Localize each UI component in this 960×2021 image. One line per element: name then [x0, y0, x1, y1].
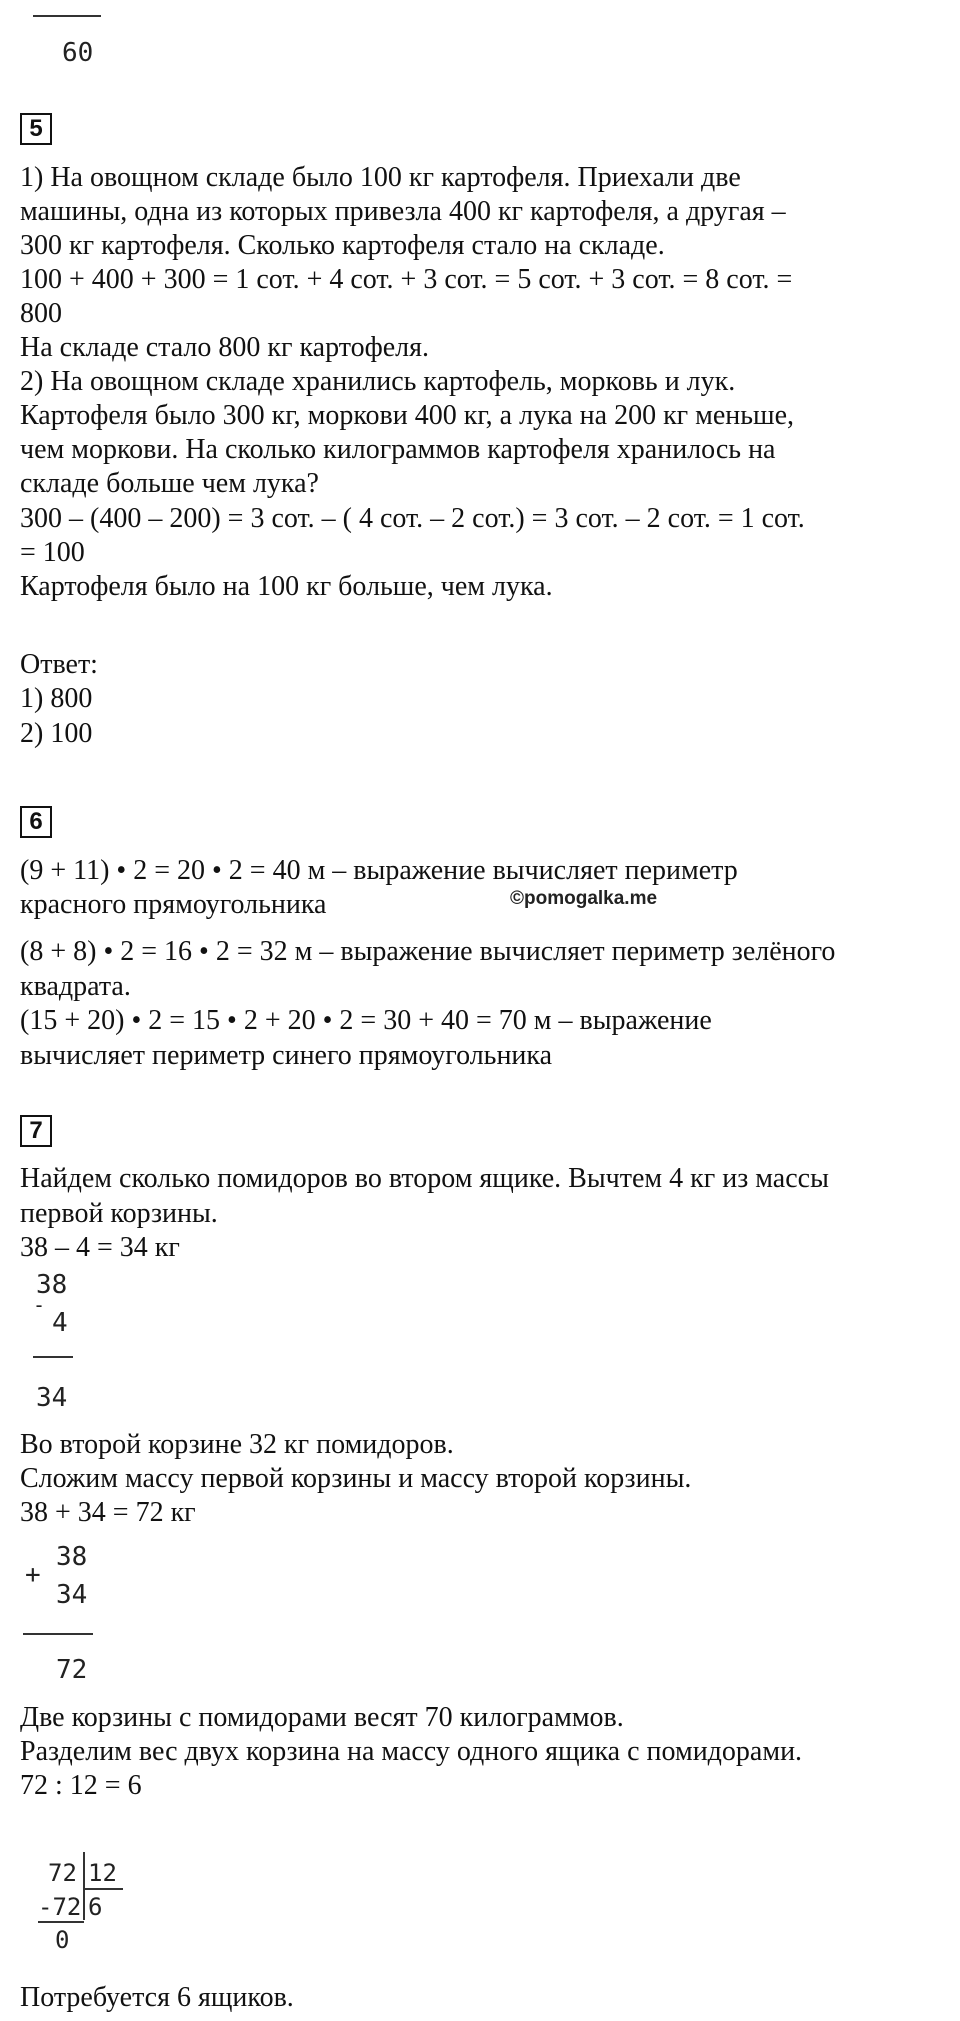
task7-line: 72 : 12 = 6 [20, 1770, 142, 1801]
task7-line: Найдем сколько помидоров во втором ящике. Вычтем 4 кг из массы [20, 1163, 829, 1194]
add-line [23, 1633, 93, 1635]
div-subtract: -72 [38, 1893, 82, 1921]
task5-line: На складе стало 800 кг картофеля. [20, 332, 430, 363]
add-top: 38 [56, 1542, 88, 1572]
task6-line: вычисляет периметр синего прямоугольника [20, 1040, 553, 1071]
div-divisor-line [83, 1888, 123, 1890]
sub-result: 34 [36, 1383, 68, 1413]
task6-line: (8 + 8) • 2 = 16 • 2 = 32 м – выражение вычисляет периметр зелёного [20, 936, 836, 967]
answer-label: Ответ: [20, 649, 98, 680]
task7-line: Две корзины с помидорами весят 70 килограммов. [20, 1702, 624, 1733]
task6-line: красного прямоугольника [20, 889, 327, 920]
task7-line: первой корзины. [20, 1198, 218, 1229]
div-dividend: 72 [48, 1859, 77, 1887]
task-number-5: 5 [20, 113, 52, 145]
task7-line: Во второй корзине 32 кг помидоров. [20, 1429, 454, 1460]
div-vertical-line [83, 1852, 85, 1920]
task5-line: 100 + 400 + 300 = 1 сот. + 4 сот. + 3 сот. = 5 сот. + 3 сот. = 8 сот. = [20, 264, 793, 295]
div-remainder: 0 [55, 1926, 70, 1954]
task5-line: 300 кг картофеля. Сколько картофеля стало на складе. [20, 230, 665, 261]
sub-bottom: 4 [52, 1308, 68, 1338]
task6-line: квадрата. [20, 971, 131, 1002]
top-calc-result: 60 [62, 38, 94, 68]
task5-line: 800 [20, 298, 62, 329]
task5-line: чем моркови. На сколько килограммов картофеля хранилось на [20, 434, 776, 465]
add-result: 72 [56, 1655, 88, 1685]
task6-line: (15 + 20) • 2 = 15 • 2 + 20 • 2 = 30 + 40 = 70 м – выражение [20, 1005, 712, 1036]
sub-top: 38 [36, 1270, 68, 1300]
task5-line: 1) На овощном складе было 100 кг картофеля. Приехали две [20, 162, 741, 193]
add-sign: + [25, 1560, 41, 1590]
div-subtract-line [38, 1921, 84, 1923]
task5-line: Картофеля было 300 кг, моркови 400 кг, а лука на 200 кг меньше, [20, 400, 795, 431]
div-quotient: 6 [88, 1893, 103, 1921]
add-bottom: 34 [56, 1580, 88, 1610]
sub-line [33, 1356, 73, 1358]
task7-final: Потребуется 6 ящиков. [20, 1982, 294, 2013]
task5-line: Картофеля было на 100 кг больше, чем лука. [20, 571, 553, 602]
task5-line: складе больше чем лука? [20, 468, 319, 499]
task7-line: 38 + 34 = 72 кг [20, 1497, 196, 1528]
div-divisor: 12 [88, 1859, 117, 1887]
task7-line: Сложим массу первой корзины и массу второй корзины. [20, 1463, 692, 1494]
task7-line: Разделим вес двух корзина на массу одного ящика с помидорами. [20, 1736, 803, 1767]
task5-line: 300 – (400 – 200) = 3 сот. – ( 4 сот. – 2 сот.) = 3 сот. – 2 сот. = 1 сот. [20, 503, 805, 534]
task5-line: 2) На овощном складе хранились картофель, морковь и лук. [20, 366, 736, 397]
sub-sign: - [33, 1293, 46, 1317]
task5-line: машины, одна из которых привезла 400 кг картофеля, а другая – [20, 196, 786, 227]
watermark: ©pomogalka.me [510, 888, 658, 909]
task6-line: (9 + 11) • 2 = 20 • 2 = 40 м – выражение вычисляет периметр [20, 855, 738, 886]
task5-line: = 100 [20, 537, 85, 568]
task-number-6: 6 [20, 806, 52, 838]
answer-item: 1) 800 [20, 683, 93, 714]
top-calc-line [33, 15, 101, 17]
answer-item: 2) 100 [20, 718, 93, 749]
task-number-7: 7 [20, 1115, 52, 1147]
task7-line: 38 – 4 = 34 кг [20, 1232, 180, 1263]
